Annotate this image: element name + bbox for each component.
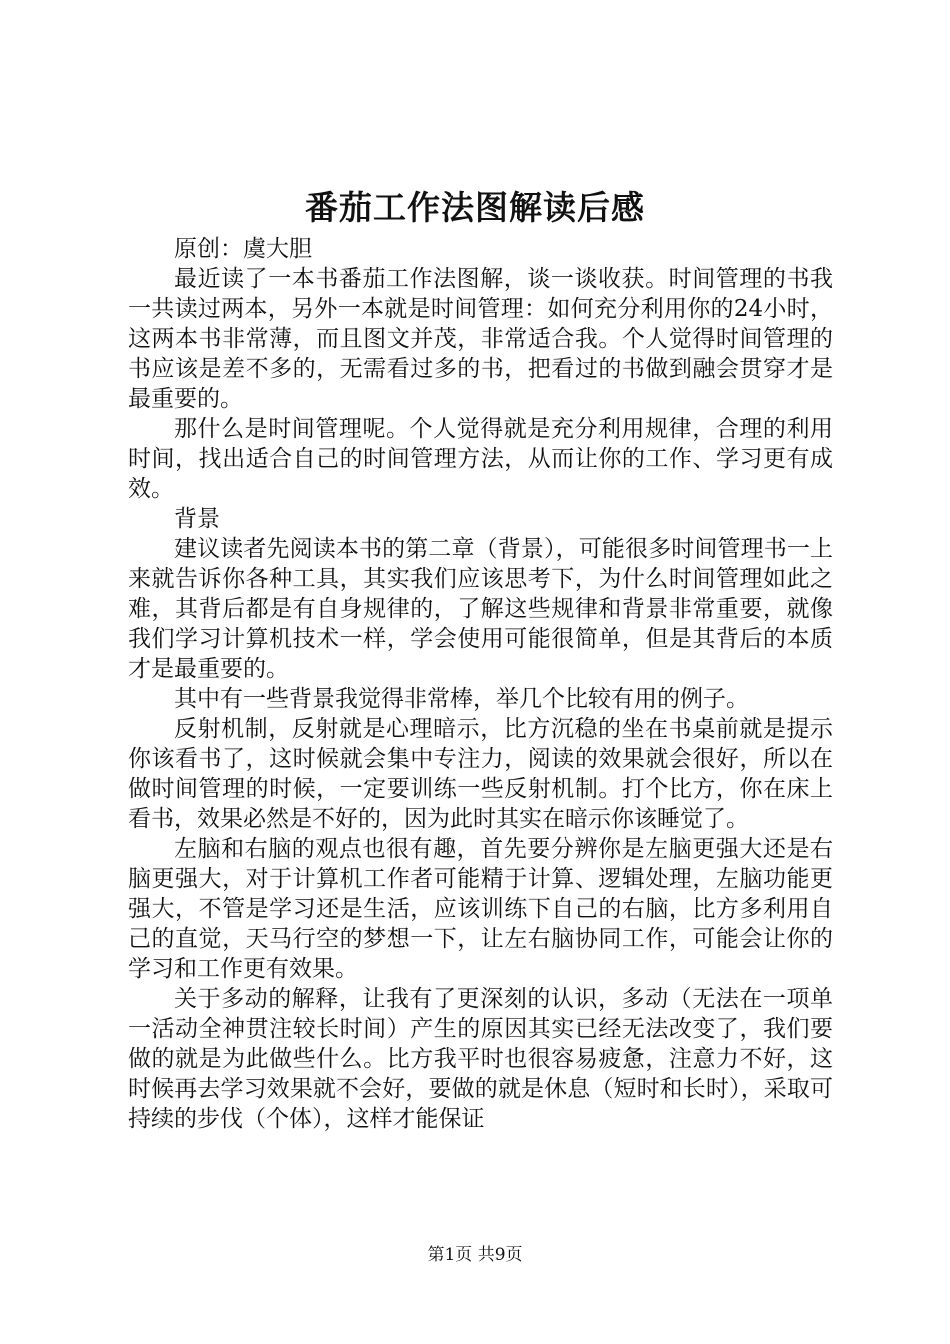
paragraph: 反射机制，反射就是心理暗示，比方沉稳的坐在书桌前就是提示你该看书了，这时候就会集中专注力，阅读的效果就会很好，所以在做时间管理的时候，一定要训练一些反射机制。打个比方，你在床上看书，效果必然是不好的，因为此时其实在暗示你该睡觉了。 bbox=[128, 716, 833, 832]
page-number-footer: 第1页 共9页 bbox=[427, 1245, 523, 1265]
paragraph: 那什么是时间管理呢。个人觉得就是充分利用规律，合理的利用时间，找出适合自己的时间管理方法，从而让你的工作、学习更有成效。 bbox=[128, 416, 833, 502]
paragraph: 关于多动的解释，让我有了更深刻的认识，多动（无法在一项单一活动全神贯注较长时间）产生的原因其实已经无法改变了，我们要做的就是为此做些什么。比方我平时也很容易疲惫，注意力不好，这时候再去学习效果就不会好，要做的就是休息（短时和长时），采取可持续的步伐（个体），这样才能保证 bbox=[128, 986, 833, 1132]
author-line: 原创：虞大胆 bbox=[174, 236, 312, 262]
paragraph: 左脑和右脑的观点也很有趣，首先要分辨你是左脑更强大还是右脑更强大，对于计算机工作者可能精于计算、逻辑处理，左脑功能更强大，不管是学习还是生活，应该训练下自己的右脑，比方多利用自己的直觉，天马行空的梦想一下，让左右脑协同工作，可能会让你的学习和工作更有效果。 bbox=[128, 836, 833, 982]
document-body bbox=[128, 234, 833, 1134]
paragraph: 最近读了一本书番茄工作法图解，谈一谈收获。时间管理的书我一共读过两本，另外一本就是时间管理：如何充分利用你的24小时，这两本书非常薄，而且图文并茂，非常适合我。个人觉得时间管理的书应该是差不多的，无需看过多的书，把看过的书做到融会贯穿才是最重要的。 bbox=[128, 266, 833, 412]
section-heading: 背景 bbox=[174, 506, 220, 532]
paragraph: 其中有一些背景我觉得非常棒，举几个比较有用的例子。 bbox=[174, 686, 749, 712]
paragraph: 建议读者先阅读本书的第二章（背景），可能很多时间管理书一上来就告诉你各种工具，其实我们应该思考下，为什么时间管理如此之难，其背后都是有自身规律的，了解这些规律和背景非常重要，就像我们学习计算机技术一样，学会使用可能很简单，但是其背后的本质才是最重要的。 bbox=[128, 536, 833, 682]
document-title: 番茄工作法图解读后感 bbox=[305, 188, 645, 227]
